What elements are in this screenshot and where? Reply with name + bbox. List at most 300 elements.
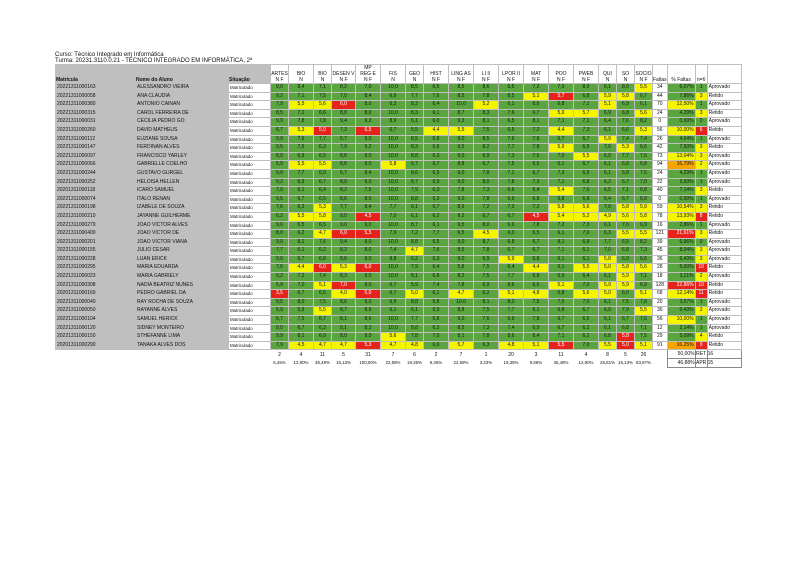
col-header-subject: FIS N [381, 65, 406, 84]
faltas-cell: 78 [653, 212, 668, 221]
grade-cell: 7,4 [617, 135, 635, 144]
grade-cell: 4,7 [314, 341, 332, 350]
grade-cell: 8,6 [332, 152, 356, 161]
grade-cell: 4,4 [289, 264, 314, 273]
grade-cell: 6,8 [524, 195, 549, 204]
grade-cell: 6,1 [599, 298, 617, 307]
result-cell: Retido [707, 144, 741, 153]
blank-cell [136, 359, 229, 368]
footer-count-cell: 6 [413, 351, 416, 358]
grade-cell: 5,9 [599, 92, 617, 101]
grade-cell: 6,2 [406, 255, 424, 264]
faltas-cell: 36 [653, 307, 668, 316]
grade-cell: 6,7 [574, 135, 599, 144]
grade-cell: 6,1 [406, 307, 424, 316]
grade-cell: 6,5 [599, 187, 617, 196]
result-cell: Aprovado [707, 135, 741, 144]
grade-cell: 6,7 [332, 169, 356, 178]
grade-cell: 6,1 [635, 101, 653, 110]
grade-cell: 5,2 [474, 101, 499, 110]
grade-cell: 8,5 [449, 84, 474, 93]
grade-cell: 6,7 [381, 281, 406, 290]
grade-cell: 5,8 [381, 161, 406, 170]
grade-cell: 6,8 [314, 255, 332, 264]
situacao-cell: Matriculado [229, 333, 271, 342]
student-name-cell: FERDINAN ALVES [136, 144, 229, 153]
grade-cell: 8,2 [332, 187, 356, 196]
grade-cell: 5,3 [289, 126, 314, 135]
perc-faltas-cell: 16,79% [667, 161, 695, 170]
grade-cell: 7,5 [524, 298, 549, 307]
grade-cell: 5,6 [635, 264, 653, 273]
result-cell: Aprovado [707, 84, 741, 93]
grade-cell: 8,8 [449, 161, 474, 170]
footer-count-cell: 1 [484, 351, 488, 358]
result-cell: Retido [707, 264, 741, 273]
grade-cell: 6,7 [474, 212, 499, 221]
perc-faltas-cell: 2,14% [667, 324, 695, 333]
grade-cell: 7,7 [406, 92, 424, 101]
faltas-cell: 45 [653, 247, 668, 256]
grade-cell: 7,7 [332, 204, 356, 213]
perc-faltas-cell: 6,43% [667, 307, 695, 316]
situacao-cell: Matriculado [229, 341, 271, 350]
grade-cell: 5,5 [574, 152, 599, 161]
grade-cell: 8,3 [474, 109, 499, 118]
grade-cell: 6,9 [549, 273, 574, 282]
student-name-cell: MARIA EDUARDA [136, 264, 229, 273]
grade-cell: 6,1 [574, 247, 599, 256]
grade-cell: 6,1 [289, 247, 314, 256]
blank-cell [653, 350, 668, 359]
grade-cell: 10,0 [449, 101, 474, 110]
grade-cell: 8,2 [449, 273, 474, 282]
situacao-cell: Matriculado [229, 273, 271, 282]
perc-faltas-cell: 0,00% [667, 118, 695, 127]
grade-cell: 5,8 [617, 264, 635, 273]
grade-cell: 8,4 [289, 84, 314, 93]
grade-cell: 5,3 [332, 264, 356, 273]
grade-cell: 6,7 [524, 109, 549, 118]
grade-cell: 5,5 [289, 161, 314, 170]
matricula-cell: 20221311000150 [56, 333, 136, 342]
low-grade-count-cell: 1 [695, 101, 707, 110]
footer-perc-cell: 12,90% [293, 360, 309, 366]
blank-cell [56, 359, 136, 368]
matricula-cell: 20221311000040 [56, 298, 136, 307]
grade-cell: 6,0 [424, 118, 449, 127]
grade-cell: 6,7 [549, 135, 574, 144]
low-grade-count-cell: 4 [695, 333, 707, 342]
grade-cell: 9,0 [356, 298, 381, 307]
table-row [56, 135, 742, 144]
grade-cell: 6,8 [635, 187, 653, 196]
footer-perc-cell: 22,58% [453, 360, 469, 366]
low-grade-count-cell: 10 [695, 264, 707, 273]
grade-cell: 6,4 [524, 187, 549, 196]
perc-faltas-cell: 10,00% [667, 126, 695, 135]
grade-cell: 7,6 [617, 221, 635, 230]
grade-cell: 6,8 [549, 290, 574, 299]
perc-faltas-cell: 21,61% [667, 230, 695, 239]
col-header-subject: MP REG E N F [356, 65, 381, 84]
grade-cell: 6,6 [635, 144, 653, 153]
situacao-cell: Matriculado [229, 187, 271, 196]
grade-cell: 8,6 [332, 255, 356, 264]
grade-cell: 6,0 [332, 230, 356, 239]
grade-cell: 8,0 [474, 221, 499, 230]
grade-cell: 8,1 [289, 238, 314, 247]
grade-cell: 6,1 [499, 101, 524, 110]
summary-ret-perc: 50,00% [667, 350, 695, 359]
perc-faltas-cell: 16,25% [667, 341, 695, 350]
faltas-cell: 36 [653, 255, 668, 264]
grade-cell: 9,0 [449, 152, 474, 161]
grade-cell: 7,8 [474, 169, 499, 178]
table-row [56, 273, 742, 282]
grade-cell: 6,5 [424, 84, 449, 93]
result-cell: Aprovado [707, 169, 741, 178]
situacao-cell: Matriculado [229, 230, 271, 239]
grade-cell: 5,5 [635, 230, 653, 239]
grade-cell: 8,0 [356, 101, 381, 110]
faltas-cell: 44 [653, 92, 668, 101]
col-header-subject: HIST N F [424, 65, 449, 84]
grade-cell: 5,7 [549, 92, 574, 101]
grade-cell: 5,9 [617, 281, 635, 290]
grade-cell: 6,7 [635, 92, 653, 101]
grade-cell: 8,6 [474, 84, 499, 93]
footer-count-cell: 11 [558, 351, 564, 358]
situacao-cell: Matriculado [229, 264, 271, 273]
grade-cell: 9,0 [356, 135, 381, 144]
grade-cell: 6,9 [381, 298, 406, 307]
matricula-cell: 20221311000050 [56, 307, 136, 316]
grade-cell: 9,0 [356, 152, 381, 161]
grade-cell: 8,8 [406, 298, 424, 307]
grade-cell: 8,0 [356, 195, 381, 204]
grade-cell: 7,1 [314, 84, 332, 93]
student-name-cell: IZABELE DE SOUZA [136, 204, 229, 213]
grade-cell: 4,4 [524, 264, 549, 273]
faltas-cell: 24 [653, 109, 668, 118]
table-row [56, 109, 742, 118]
grade-cell: 8,5 [406, 135, 424, 144]
low-grade-count-cell: 3 [695, 92, 707, 101]
student-name-cell: CECILIA PEDRO GO [136, 118, 229, 127]
col-header-subject: SOCIO N F [635, 65, 653, 84]
grade-cell: 8,2 [635, 238, 653, 247]
matricula-cell: 20221311000244 [56, 169, 136, 178]
matricula-cell: 20221311000097 [56, 152, 136, 161]
grade-cell: 7,1 [574, 118, 599, 127]
grade-cell: 8,8 [406, 324, 424, 333]
grade-cell: 8,4 [356, 204, 381, 213]
grade-cell: 7,7 [499, 144, 524, 153]
grade-cell: 4,8 [406, 341, 424, 350]
grade-cell: 7,8 [524, 221, 549, 230]
grade-cell: 6,9 [474, 255, 499, 264]
result-cell: Retido [707, 341, 741, 350]
grade-cell: 8,6 [406, 169, 424, 178]
situacao-cell: Matriculado [229, 221, 271, 230]
grade-cell: 6,5 [314, 152, 332, 161]
grade-cell: 8,3 [406, 101, 424, 110]
grade-cell: 6,3 [424, 187, 449, 196]
student-name-cell: LUAN ERICK [136, 255, 229, 264]
grade-cell: 6,6 [524, 281, 549, 290]
matricula-cell: 20221311000279 [56, 221, 136, 230]
footer-perc-cell: 12,90% [578, 360, 594, 366]
grade-cell: 8,1 [406, 273, 424, 282]
table-row [56, 307, 742, 316]
grade-cell: 6,1 [599, 84, 617, 93]
low-grade-count-cell: 3 [695, 204, 707, 213]
grade-cell: 7,3 [332, 126, 356, 135]
grade-cell: 7,5 [635, 152, 653, 161]
grade-cell: 5,3 [314, 204, 332, 213]
perc-faltas-cell: 4,64% [667, 135, 695, 144]
grade-cell: 6,3 [289, 204, 314, 213]
grade-cell: 6,4 [599, 195, 617, 204]
grade-cell: 8,7 [332, 307, 356, 316]
grade-cell: 3,5 [271, 290, 289, 299]
grade-cell: 7,6 [574, 187, 599, 196]
grade-cell: 6,7 [271, 316, 289, 325]
low-grade-count-cell: 3 [695, 247, 707, 256]
col-header-subject: POO N F [549, 65, 574, 84]
grade-cell: 9,0 [271, 255, 289, 264]
grade-cell: 6,7 [524, 238, 549, 247]
matricula-cell: 20221311000380 [56, 101, 136, 110]
grade-cell: 5,5 [599, 341, 617, 350]
grade-cell: 5,1 [599, 101, 617, 110]
faltas-cell: 28 [653, 264, 668, 273]
grade-cell: 7,8 [474, 333, 499, 342]
grade-cell: 10,0 [381, 187, 406, 196]
matricula-cell: 20221311000112 [56, 135, 136, 144]
situacao-cell: Matriculado [229, 152, 271, 161]
grade-cell: 8,2 [332, 84, 356, 93]
grade-cell: 6,5 [314, 221, 332, 230]
grade-cell: 7,7 [617, 152, 635, 161]
table-row [56, 161, 742, 170]
grade-cell: 6,3 [599, 230, 617, 239]
student-name-cell: CAROL FERREIRA DE [136, 109, 229, 118]
grade-cell: 7,3 [549, 169, 574, 178]
student-name-cell: ANA CLAUDIA [136, 92, 229, 101]
grade-cell: 5,9 [271, 161, 289, 170]
student-name-cell: EUZIANE SOUSA [136, 135, 229, 144]
grade-cell: 7,0 [574, 281, 599, 290]
grade-cell: 7,1 [289, 92, 314, 101]
blank-cell [653, 359, 668, 368]
grade-cell: 7,7 [289, 169, 314, 178]
result-cell: Retido [707, 109, 741, 118]
situacao-cell: Matriculado [229, 212, 271, 221]
grade-cell: 9,0 [356, 178, 381, 187]
grade-cell: 6,1 [599, 273, 617, 282]
low-grade-count-cell: 1 [695, 324, 707, 333]
matricula-cell: 20221311000295 [56, 264, 136, 273]
grade-cell: 8,9 [356, 307, 381, 316]
result-cell: Aprovado [707, 273, 741, 282]
table-row [56, 238, 742, 247]
grade-cell: 8,1 [332, 324, 356, 333]
table-row [56, 341, 742, 350]
faltas-cell: 68 [653, 290, 668, 299]
grade-cell: 6,9 [314, 169, 332, 178]
grade-cell: 6,3 [474, 341, 499, 350]
grade-cell: 7,9 [271, 341, 289, 350]
grade-cell: 6,9 [424, 307, 449, 316]
faltas-cell: 59 [653, 204, 668, 213]
grade-cell: 10,0 [381, 316, 406, 325]
situacao-cell: Matriculado [229, 255, 271, 264]
grade-cell: 6,3 [424, 324, 449, 333]
grade-cell: 7,9 [406, 187, 424, 196]
result-cell: Aprovado [707, 161, 741, 170]
grade-cell: 8,0 [332, 333, 356, 342]
grade-cell: 6,8 [549, 101, 574, 110]
grade-cell: 4,9 [599, 212, 617, 221]
faltas-cell: 34 [653, 84, 668, 93]
grade-cell: 5,1 [635, 290, 653, 299]
result-cell: Retido [707, 204, 741, 213]
result-cell: Retido [707, 290, 741, 299]
perc-faltas-cell: 6,43% [667, 255, 695, 264]
grade-cell: 8,0 [499, 298, 524, 307]
summary-apr-perc: 46,88% [667, 359, 695, 368]
col-header-subject: ARTES N F [271, 65, 289, 84]
table-row [56, 126, 742, 135]
grade-cell: 6,5 [314, 195, 332, 204]
grade-sheet [55, 52, 742, 368]
grade-cell: 5,1 [524, 341, 549, 350]
perc-faltas-cell: 10,00% [667, 316, 695, 325]
grade-cell: 6,3 [424, 255, 449, 264]
grade-cell: 7,0 [574, 230, 599, 239]
situacao-cell: Matriculado [229, 161, 271, 170]
grade-cell: 7,2 [289, 273, 314, 282]
grade-cell: 6,8 [617, 324, 635, 333]
student-name-cell: ITALO RENAN [136, 195, 229, 204]
grade-cell: 5,7 [449, 341, 474, 350]
matricula-cell: 20221311000198 [56, 204, 136, 213]
col-header-subject: PWEB N F [574, 65, 599, 84]
grade-cell: 7,7 [499, 273, 524, 282]
grade-cell: 4,5 [474, 230, 499, 239]
situacao-cell: Matriculado [229, 247, 271, 256]
grade-cell: 6,8 [617, 169, 635, 178]
grade-cell: 6,0 [499, 230, 524, 239]
grade-cell: 5,5 [617, 230, 635, 239]
student-name-cell: DAVID MATHEUS [136, 126, 229, 135]
grade-cell: 8,6 [499, 333, 524, 342]
matricula-cell: 20221311000260 [56, 126, 136, 135]
student-name-cell: GABRIELLE COELHO [136, 161, 229, 170]
grade-cell: 9,2 [449, 212, 474, 221]
grade-cell: 8,6 [332, 195, 356, 204]
grade-cell: 6,4 [599, 118, 617, 127]
grade-cell: 6,8 [635, 161, 653, 170]
grade-cell: 6,5 [289, 221, 314, 230]
student-name-cell: MARIA GABRIELY [136, 273, 229, 282]
grade-cell: 7,6 [314, 238, 332, 247]
table-row [56, 144, 742, 153]
table-row [56, 290, 742, 299]
perc-faltas-cell: 2,86% [667, 221, 695, 230]
table-row [56, 187, 742, 196]
situacao-cell: Matriculado [229, 101, 271, 110]
grade-cell: 7,0 [424, 333, 449, 342]
grade-cell: 7,8 [314, 118, 332, 127]
grade-cell: 5,1 [499, 290, 524, 299]
low-grade-count-cell: 3 [695, 187, 707, 196]
perc-faltas-cell: 0,00% [667, 195, 695, 204]
grade-cell: 7,0 [332, 281, 356, 290]
faltas-cell: 94 [653, 161, 668, 170]
footer-perc-cell: 6,45% [273, 360, 286, 366]
grade-cell: 4,7 [449, 290, 474, 299]
grade-cell: 6,7 [289, 324, 314, 333]
grade-cell: 5,7 [574, 109, 599, 118]
grade-cell: 5,6 [574, 290, 599, 299]
matricula-cell: 20221311000031 [56, 118, 136, 127]
grade-cell: 6,0 [356, 264, 381, 273]
col-header-nome: Nome do Aluno [136, 65, 229, 84]
student-name-cell: ALESSANDRO VIEIRA [136, 84, 229, 93]
grade-cell: 6,2 [599, 178, 617, 187]
grade-cell: 9,9 [271, 118, 289, 127]
grade-cell: 5,5 [289, 101, 314, 110]
perc-faltas-cell: 4,29% [667, 169, 695, 178]
grade-cell: 6,2 [289, 230, 314, 239]
grade-cell: 6,1 [549, 255, 574, 264]
footer-perc-cell: 22,58% [385, 360, 401, 366]
col-header-subject: QUI N [599, 65, 617, 84]
grade-cell: 7,0 [549, 84, 574, 93]
footer-count-cell: 4 [584, 351, 588, 358]
grade-cell: 6,6 [499, 221, 524, 230]
grade-cell: 9,0 [449, 255, 474, 264]
grade-cell: 7,6 [499, 109, 524, 118]
low-grade-count-cell: 3 [695, 144, 707, 153]
col-header-subject: SO N [617, 65, 635, 84]
grade-cell: 6,0 [314, 264, 332, 273]
grade-cell: 7,4 [499, 324, 524, 333]
grade-cell: 7,8 [524, 135, 549, 144]
grade-cell: 8,0 [289, 298, 314, 307]
matricula-cell: 20221311000210 [56, 212, 136, 221]
grade-cell: 5,5 [449, 126, 474, 135]
grade-cell: 7,3 [499, 152, 524, 161]
matricula-cell: 20221311000104 [56, 316, 136, 325]
grade-cell: 5,0 [356, 290, 381, 299]
grade-cell: 8,3 [332, 273, 356, 282]
low-grade-count-cell: 1 [695, 298, 707, 307]
result-cell: Aprovado [707, 316, 741, 325]
grade-cell: 5,5 [356, 230, 381, 239]
grade-cell: 8,0 [271, 152, 289, 161]
grade-cell: 7,5 [617, 298, 635, 307]
grade-cell: 5,8 [449, 264, 474, 273]
grade-cell: 7,8 [635, 298, 653, 307]
grade-cell: 9,0 [449, 238, 474, 247]
student-name-cell: SIDNEY MONTEIRO [136, 324, 229, 333]
grades-table [55, 64, 742, 368]
footer-count-cell: 11 [319, 351, 326, 358]
